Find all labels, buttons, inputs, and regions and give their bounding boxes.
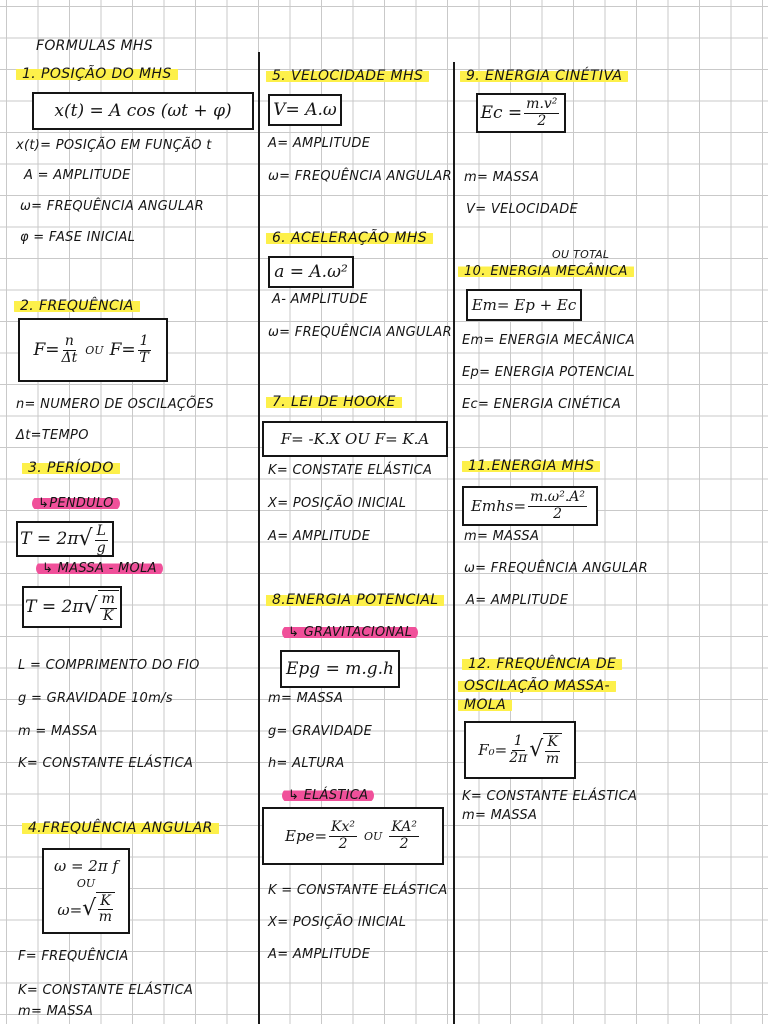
frequencia-den-2: T — [139, 349, 149, 366]
def-hooke-x: X= POSIÇÃO INICIAL — [268, 496, 407, 511]
freq-angular-ou: OU — [76, 876, 96, 890]
def-velocidade-a: A= AMPLITUDE — [268, 136, 371, 151]
cinetica-fraction — [524, 97, 559, 129]
sqrt-arg — [543, 733, 561, 767]
heading-energia-mhs-text: 11.ENERGIA MHS — [462, 458, 600, 474]
def-hooke-k: K= CONSTATE ELÁSTICA — [268, 463, 433, 478]
sub-gravitacional — [282, 625, 418, 640]
heading-freq-oscilacao-2 — [458, 678, 616, 694]
heading-frequencia — [14, 298, 140, 314]
def-energia-mhs-a: A= AMPLITUDE — [466, 593, 569, 608]
def-aceleracao-a: A- AMPLITUDE — [272, 292, 369, 307]
sub-gravitacional-text: ↳ GRAVITACIONAL — [282, 625, 418, 640]
column-divider-right — [453, 62, 455, 1024]
elastica-lhs: Epe= — [285, 827, 328, 845]
def-posicao-a: A = AMPLITUDE — [24, 168, 131, 183]
def-periodo-l: L = COMPRIMENTO DO FIO — [18, 658, 200, 673]
freq-oscilacao-sqrt — [529, 733, 562, 767]
frequencia-lhs-1: F= — [33, 340, 60, 360]
heading-freq-oscilacao-1 — [462, 656, 622, 672]
heading-energia-mecanica — [458, 264, 634, 279]
sqrt-sign: √ — [529, 737, 544, 762]
sub-massa-mola — [36, 561, 163, 576]
heading-freq-oscilacao-3-text: MOLA — [458, 697, 512, 713]
heading-energia-potencial — [266, 592, 444, 608]
def-mecanica-ep: Ep= ENERGIA POTENCIAL — [462, 365, 635, 380]
def-cinetica-v: V= VELOCIDADE — [466, 202, 579, 217]
energia-mhs-den: 2 — [553, 505, 562, 522]
elastica-num-1: Kx² — [331, 819, 356, 836]
formula-box-posicao: x(t) = A cos (ωt + φ) — [32, 92, 254, 130]
heading-freq-oscilacao-1-text: 12. FREQUÊNCIA DE — [462, 656, 622, 672]
periodo-pendulo-num: L — [96, 523, 106, 540]
elastica-ou: OU — [364, 829, 383, 843]
periodo-pendulo-sqrt — [79, 522, 110, 556]
formula-box-energia-mecanica: Em= Ep + Ec — [466, 289, 582, 321]
def-cinetica-m: m= MASSA — [464, 170, 540, 185]
heading-lei-hooke — [266, 394, 402, 410]
formula-box-energia-mhs — [462, 486, 598, 526]
elastica-fraction-1 — [329, 820, 357, 852]
periodo-mola-den: K — [102, 607, 114, 624]
freq-oscilacao-lhs: F₀= — [478, 741, 508, 759]
heading-energia-mhs — [462, 458, 600, 474]
def-periodo-g: g = GRAVIDADE 10m/s — [18, 691, 173, 706]
heading-freq-oscilacao-2-text: OSCILAÇÃO MASSA- — [458, 678, 616, 694]
def-gravitacional-g: g= GRAVIDADE — [268, 724, 373, 739]
def-posicao-w: ω= FREQUÊNCIA ANGULAR — [20, 199, 204, 214]
elastica-den-2: 2 — [399, 835, 409, 852]
cinetica-num: m.v² — [526, 96, 558, 113]
heading-aceleracao-text: 6. ACELERAÇÃO MHS — [266, 230, 433, 246]
def-freq-angular-m: m= MASSA — [18, 1004, 94, 1019]
freq-oscilacao-den-1: 2π — [509, 749, 528, 766]
def-periodo-m: m = MASSA — [18, 724, 98, 739]
heading-energia-cinetica — [460, 68, 628, 84]
def-freq-angular-k: K= CONSTANTE ELÁSTICA — [18, 983, 194, 998]
freq-angular-fraction — [98, 894, 112, 926]
periodo-mola-num: m — [101, 591, 115, 608]
heading-frequencia-angular — [22, 820, 219, 836]
heading-periodo — [22, 460, 120, 476]
heading-energia-mecanica-text: 10. ENERGIA MECÂNICA — [458, 264, 634, 279]
formula-box-gravitacional: Epg = m.g.h — [280, 650, 400, 688]
formula-box-frequencia-angular — [42, 848, 130, 934]
frequencia-num-1: n — [64, 333, 74, 350]
heading-frequencia-angular-text: 4.FREQUÊNCIA ANGULAR — [22, 820, 219, 836]
heading-posicao-text: 1. POSIÇÃO DO MHS — [16, 66, 178, 82]
def-freq-angular-f: F= FREQUÊNCIA — [18, 949, 129, 964]
note-ou-total: OU TOTAL — [552, 248, 610, 261]
heading-freq-oscilacao-3 — [458, 697, 512, 713]
freq-angular-formula-2 — [57, 892, 114, 926]
frequencia-fraction-1 — [62, 334, 78, 366]
periodo-pendulo-fraction — [95, 524, 108, 556]
periodo-pendulo-lhs: T = 2π — [20, 529, 79, 549]
def-posicao-xt: x(t)= POSIÇÃO EM FUNÇÃO t — [16, 138, 212, 153]
def-energia-mhs-w: ω= FREQUÊNCIA ANGULAR — [464, 561, 648, 576]
def-mecanica-ec: Ec= ENERGIA CINÉTICA — [462, 397, 622, 412]
energia-mhs-fraction — [528, 490, 587, 522]
periodo-pendulo-den: g — [96, 539, 106, 556]
heading-velocidade — [266, 68, 429, 84]
freq-angular-sqrt — [82, 892, 115, 926]
sqrt-sign: √ — [83, 594, 98, 619]
def-gravitacional-h: h= ALTURA — [268, 756, 345, 771]
heading-lei-hooke-text: 7. LEI DE HOOKE — [266, 394, 402, 410]
sub-elastica — [282, 788, 374, 803]
def-frequencia-dt: Δt=TEMPO — [16, 428, 89, 443]
def-elastica-x: X= POSIÇÃO INICIAL — [268, 915, 407, 930]
freq-oscilacao-fraction-1 — [509, 734, 527, 766]
sub-pendulo-text: ↳PENDULO — [32, 496, 120, 511]
formula-box-energia-cinetica — [476, 93, 566, 133]
periodo-mola-sqrt — [84, 590, 119, 624]
def-elastica-k: K = CONSTANTE ELÁSTICA — [268, 883, 448, 898]
cinetica-lhs: Ec = — [480, 103, 523, 123]
heading-frequencia-text: 2. FREQUÊNCIA — [14, 298, 140, 314]
def-freq-oscilacao-k: K= CONSTANTE ELÁSTICA — [462, 789, 638, 804]
freq-angular-formula-1: ω = 2π f — [53, 856, 119, 875]
cinetica-den: 2 — [537, 112, 547, 129]
elastica-den-1: 2 — [338, 835, 348, 852]
freq-oscilacao-fraction-2 — [545, 735, 559, 767]
def-mecanica-em: Em= ENERGIA MECÂNICA — [462, 333, 635, 348]
page-title: FORMULAS MHS — [36, 38, 153, 54]
formula-box-elastica — [262, 807, 444, 865]
formula-box-frequencia — [18, 318, 168, 382]
def-energia-mhs-m: m= MASSA — [464, 529, 540, 544]
elastica-num-2: KA² — [391, 819, 417, 836]
heading-energia-potencial-text: 8.ENERGIA POTENCIAL — [266, 592, 444, 608]
sub-elastica-text: ↳ ELÁSTICA — [282, 788, 374, 803]
def-elastica-a: A= AMPLITUDE — [268, 947, 371, 962]
frequencia-ou: OU — [85, 343, 104, 357]
formula-box-velocidade: V= A.ω — [268, 94, 342, 126]
heading-energia-cinetica-text: 9. ENERGIA CINÉTIVA — [460, 68, 628, 84]
def-velocidade-w: ω= FREQUÊNCIA ANGULAR — [268, 169, 452, 184]
sub-massa-mola-text: ↳ MASSA - MOLA — [36, 561, 163, 576]
formula-box-freq-oscilacao — [464, 721, 576, 779]
freq-angular-num: K — [100, 892, 111, 909]
freq-oscilacao-den-2: m — [545, 750, 560, 767]
def-gravitacional-m: m= MASSA — [268, 691, 344, 706]
energia-mhs-num: m.ω².A² — [530, 489, 586, 506]
freq-angular-lhs-2: ω= — [57, 900, 83, 919]
sqrt-arg — [96, 892, 114, 926]
freq-oscilacao-num-2: K — [547, 734, 558, 751]
formula-box-periodo-pendulo — [16, 521, 114, 557]
sub-pendulo — [32, 496, 120, 511]
sqrt-arg — [93, 522, 110, 556]
sqrt-sign: √ — [82, 895, 97, 921]
def-periodo-k: K= CONSTANTE ELÁSTICA — [18, 756, 194, 771]
def-frequencia-n: n= NUMERO DE OSCILAÇÕES — [16, 397, 214, 412]
formula-box-aceleracao: a = A.ω² — [268, 256, 354, 288]
heading-posicao — [16, 66, 178, 82]
frequencia-fraction-2 — [138, 334, 151, 366]
periodo-mola-lhs: T = 2π — [25, 597, 84, 617]
sqrt-sign: √ — [78, 526, 93, 551]
frequencia-den-1: Δt — [61, 349, 78, 366]
formula-box-periodo-mola — [22, 586, 122, 628]
def-aceleracao-w: ω= FREQUÊNCIA ANGULAR — [268, 325, 452, 340]
sqrt-arg — [98, 590, 119, 624]
freq-oscilacao-num-1: 1 — [513, 733, 523, 750]
def-posicao-phi: φ = FASE INICIAL — [20, 230, 136, 245]
heading-aceleracao — [266, 230, 433, 246]
heading-periodo-text: 3. PERÍODO — [22, 460, 120, 476]
freq-angular-den: m — [98, 909, 113, 925]
heading-velocidade-text: 5. VELOCIDADE MHS — [266, 68, 429, 84]
def-freq-oscilacao-m: m= MASSA — [462, 808, 538, 823]
elastica-fraction-2 — [389, 820, 419, 852]
frequencia-lhs-2: F= — [109, 340, 136, 360]
formula-box-lei-hooke: F= -K.X OU F= K.A — [262, 421, 448, 457]
frequencia-num-2: 1 — [139, 333, 149, 350]
energia-mhs-lhs: Emhs= — [470, 497, 527, 515]
column-divider-left — [258, 52, 260, 1024]
periodo-mola-fraction — [100, 592, 117, 624]
def-hooke-a: A= AMPLITUDE — [268, 529, 371, 544]
